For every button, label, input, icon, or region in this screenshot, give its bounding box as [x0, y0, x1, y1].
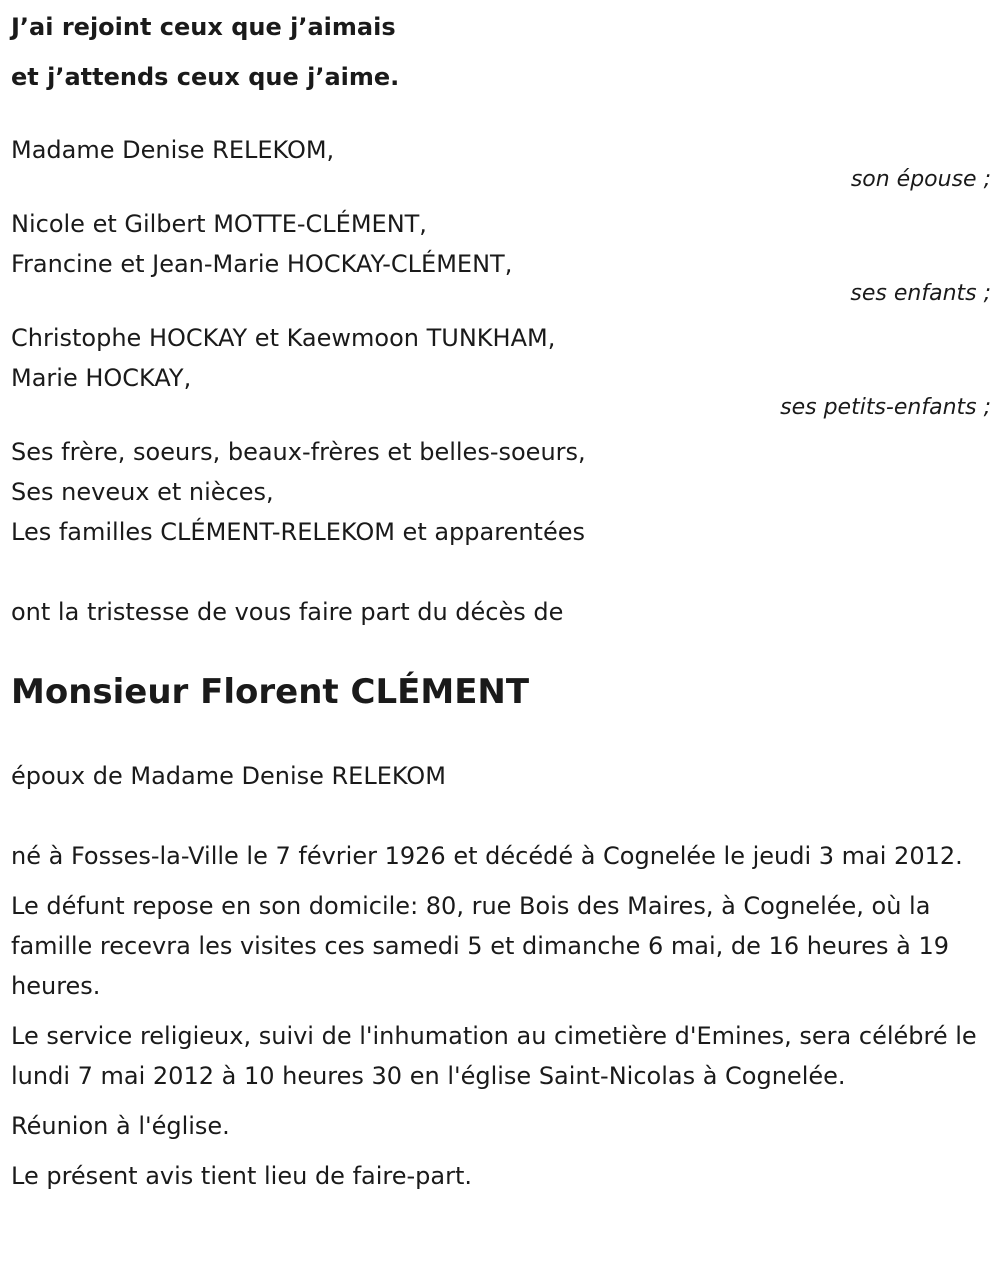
child-name-2: Francine et Jean-Marie HOCKAY-CLÉMENT, [11, 250, 513, 278]
spouse-name: Madame Denise RELEKOM, [11, 136, 335, 164]
child-name-1: Nicole et Gilbert MOTTE-CLÉMENT, [11, 210, 427, 238]
obituary-notice [11, 0, 991, 1196]
children-role: ses enfants ; [850, 281, 991, 306]
relatives-line-3: Les familles CLÉMENT-RELEKOM et apparentées [11, 518, 585, 546]
spouse-block [11, 130, 991, 170]
spouse-of [11, 756, 991, 796]
announcement-text: ont la tristesse de vous faire part du décès de [11, 598, 564, 626]
spouse-role: son épouse ; [850, 167, 991, 192]
epigraph-line-2: et j’attends ceux que j’aime. [11, 63, 400, 91]
service-details: Le service religieux, suivi de l'inhumation au cimetière d'Emines, sera célébré le lundi 7 mai 2012 à 10 heures 30 en l'église Saint-Nicolas à Cognelée. [11, 1022, 977, 1090]
birth-death-details: né à Fosses-la-Ville le 7 février 1926 et décédé à Cognelée le jeudi 3 mai 2012. [11, 842, 963, 870]
deceased-name: Monsieur Florent CLÉMENT [11, 672, 530, 712]
meeting-details: Réunion à l'église. [11, 1112, 230, 1140]
grandchildren-role: ses petits-enfants ; [780, 395, 991, 420]
relatives-line-2: Ses neveux et nièces, [11, 478, 274, 506]
announcement [11, 592, 991, 632]
epigraph-line-1: J’ai rejoint ceux que j’aimais [11, 13, 396, 41]
children-block [11, 204, 991, 284]
grandchild-name-1: Christophe HOCKAY et Kaewmoon TUNKHAM, [11, 324, 556, 352]
wake-details: Le défunt repose en son domicile: 80, rue Bois des Maires, à Cognelée, où la famille recevra les visites ces samedi 5 et dimanche 6 mai, de 16 heures à 19 heures. [11, 892, 950, 1000]
grandchild-name-2: Marie HOCKAY, [11, 364, 192, 392]
grandchildren-block [11, 318, 991, 398]
notice-details: Le présent avis tient lieu de faire-part. [11, 1162, 473, 1190]
spouse-of-text: époux de Madame Denise RELEKOM [11, 762, 446, 790]
relatives-line-1: Ses frère, soeurs, beaux-frères et belles-soeurs, [11, 438, 586, 466]
epigraph [11, 2, 991, 102]
relatives-block [11, 432, 991, 552]
